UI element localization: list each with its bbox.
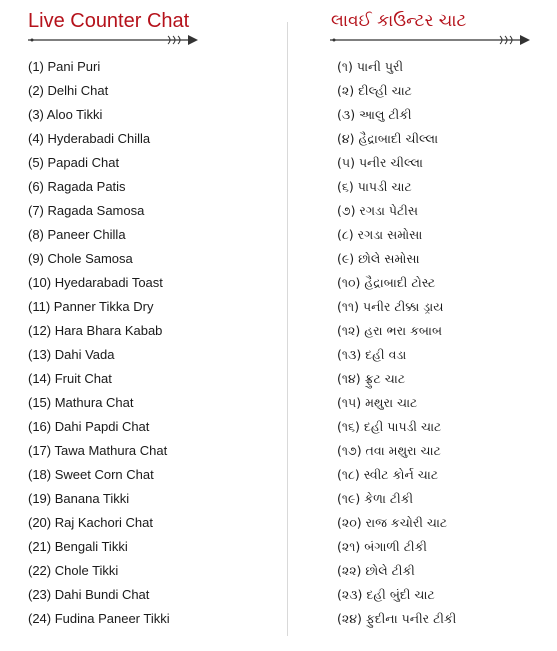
menu-item: (18) Sweet Corn Chat: [28, 467, 154, 482]
menu-item: (૧૧) પનીર ટીક્કા ડ્રાય: [337, 299, 444, 314]
menu-item: (3) Aloo Tikki: [28, 107, 103, 122]
menu-item: (5) Papadi Chat: [28, 155, 120, 170]
menu-item: (૮) રગડા સમોસા: [337, 227, 423, 242]
menu-item: (22) Chole Tikki: [28, 563, 119, 578]
menu-item: (૭) રગડા પેટીસ: [337, 203, 418, 218]
menu-item: (૨) દીલ્હી ચાટ: [337, 83, 412, 98]
menu-item: (23) Dahi Bundi Chat: [28, 587, 150, 602]
menu-item: (8) Paneer Chilla: [28, 227, 126, 242]
menu-item: (9) Chole Samosa: [28, 251, 133, 266]
menu-item: (12) Hara Bhara Kabab: [28, 323, 163, 338]
menu-item: (15) Mathura Chat: [28, 395, 134, 410]
menu-item: (2) Delhi Chat: [28, 83, 109, 98]
column-divider: [287, 22, 288, 636]
menu-item: (૨૦) રાજ કચોરી ચાટ: [337, 515, 448, 530]
menu-item: (૫) પનીર ચીલ્લા: [337, 155, 423, 170]
menu-item: (6) Ragada Patis: [28, 179, 126, 194]
menu-item: (13) Dahi Vada: [28, 347, 115, 362]
menu-item: (૧૦) હૈદ્રાબાદી ટોસ્ટ: [337, 275, 436, 290]
menu-item: (૨૪) ફુદીના પનીર ટીકી: [337, 611, 457, 626]
menu-item: (૩) આલુ ટીકી: [337, 107, 412, 122]
menu-item: (૧૯) કેળા ટીકી: [337, 491, 414, 506]
menu-item: (૧૪) ફ્રુટ ચાટ: [337, 371, 406, 386]
menu-item: (7) Ragada Samosa: [28, 203, 145, 218]
menu-item: (17) Tawa Mathura Chat: [28, 443, 168, 458]
menu-item: (૧) પાની પુરી: [337, 59, 404, 74]
menu-item: (૬) પાપડી ચાટ: [337, 179, 412, 194]
menu-item: (૨૩) દહી બુંદી ચાટ: [337, 587, 435, 602]
english-dish-list: [28, 55, 170, 631]
english-menu-title: Live Counter Chat: [28, 10, 190, 32]
menu-item: (19) Banana Tikki: [28, 491, 130, 506]
menu-item: (1) Pani Puri: [28, 59, 101, 74]
menu-item: (૨૧) બંગાળી ટીકી: [337, 539, 427, 554]
menu-item: (16) Dahi Papdi Chat: [28, 419, 150, 434]
menu-item: (૧૬) દહી પાપડી ચાટ: [337, 419, 442, 434]
menu-item: (૪) હૈદ્રાબાદી ચીલ્લા: [337, 131, 439, 146]
gujarati-dish-list: [337, 55, 456, 631]
menu-item: (21) Bengali Tikki: [28, 539, 128, 554]
menu-item: (20) Raj Kachori Chat: [28, 515, 153, 530]
menu-item: (૯) છોલે સમોસા: [337, 251, 420, 266]
menu-item: (૧૫) મથુરા ચાટ: [337, 395, 418, 410]
gujarati-menu-title: લાવઈ કાઉન્ટર ચાટ: [331, 11, 467, 31]
menu-item: (૨૨) છોલે ટીકી: [337, 563, 415, 578]
menu-item: (૧૨) હરા ભરા કબાબ: [337, 323, 443, 338]
menu-item: (૧૭) તવા મથુરા ચાટ: [337, 443, 441, 458]
menu-item: (14) Fruit Chat: [28, 371, 112, 386]
title-ornament-divider: [330, 33, 535, 47]
menu-item: (૧૮) સ્વીટ કોર્ન ચાટ: [337, 467, 439, 482]
menu-item: (૧૩) દહી વડા: [337, 347, 407, 362]
menu-item: (10) Hyedarabadi Toast: [28, 275, 163, 290]
menu-item: (11) Panner Tikka Dry: [28, 299, 154, 314]
menu-item: (24) Fudina Paneer Tikki: [28, 611, 170, 626]
menu-item: (4) Hyderabadi Chilla: [28, 131, 151, 146]
title-ornament-divider: [28, 33, 203, 47]
